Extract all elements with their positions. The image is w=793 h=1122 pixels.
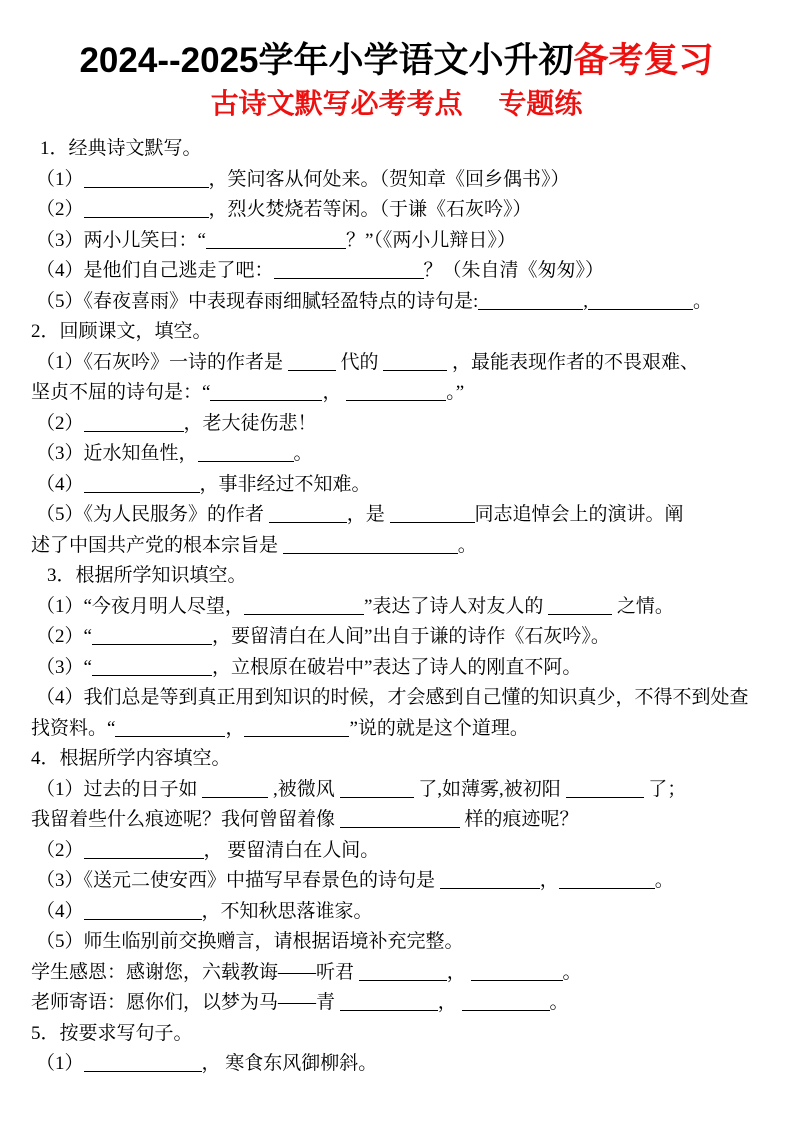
answer-blank: [84, 839, 204, 859]
answer-blank: [84, 168, 209, 188]
text-segment: ，老大徒伤悲！: [183, 412, 317, 434]
q2-item-4: [31, 470, 789, 501]
q4-item-1: [31, 775, 789, 806]
text-segment: （2）: [36, 199, 84, 220]
answer-blank: [340, 778, 414, 798]
q4-item-5: [31, 927, 789, 958]
text-segment: （1）《石灰吟》一诗的作者是: [36, 351, 288, 373]
text-segment: 。: [693, 290, 713, 312]
text-segment: （3）近水知鱼性，: [36, 443, 198, 464]
q1-item-2: [31, 195, 789, 226]
page-title: [0, 40, 793, 82]
q4-item-3: [31, 866, 789, 897]
text-segment: （1）过去的日子如: [36, 778, 203, 800]
q1-item-5: [31, 287, 789, 318]
text-segment: 坚贞不屈的诗句是：“: [31, 382, 211, 403]
text-segment: 。: [654, 870, 674, 891]
q4-item-5-teacher: [31, 988, 789, 1019]
text-segment: 1．经典诗文默写。: [40, 138, 202, 159]
q5-header: [31, 1019, 789, 1050]
answer-blank: [274, 259, 424, 279]
q3-item-4: [31, 683, 789, 714]
q3-header: [31, 561, 789, 592]
text-segment: （2）“: [36, 626, 92, 647]
answer-blank: [340, 808, 460, 828]
text-segment: ”说的就是这个道理。: [349, 717, 529, 739]
q2-item-1: [31, 348, 789, 379]
text-segment: 4．根据所学内容填空。: [31, 748, 231, 769]
q2-item-5: [31, 500, 789, 531]
text-segment: （3）“: [36, 656, 92, 678]
answer-blank: [84, 1052, 202, 1072]
answer-blank: [92, 656, 212, 676]
text-segment: 了,如薄雾,被初阳: [413, 778, 566, 800]
q1-item-4: [31, 256, 789, 287]
text-segment: 同志追悼会上的演讲。阐: [474, 504, 684, 525]
text-segment: ，: [446, 961, 471, 983]
answer-blank: [84, 198, 209, 218]
page-title-main: 2024--2025学年小学语文小升初: [79, 41, 574, 80]
answer-blank: [244, 717, 349, 737]
q2-item-1-cont: [31, 378, 789, 409]
text-segment: ，笑问客从何处来。（贺知章《回乡偶书》）: [208, 168, 570, 190]
text-segment: （5）师生临别前交换赠言，请根据语境补充完整。: [36, 931, 464, 952]
text-segment: （4）: [36, 473, 84, 495]
answer-blank: [383, 351, 447, 371]
text-segment: ，立根原在破岩中”表达了诗人的刚直不阿。: [211, 656, 582, 678]
q3-item-1: [31, 592, 789, 623]
text-segment: 老师寄语：愿你们，以梦为马——青: [31, 992, 340, 1013]
answer-blank: [202, 778, 268, 798]
q1-item-3: [31, 226, 789, 257]
text-segment: （4）是他们自己逃走了吧：: [36, 260, 274, 281]
answer-blank: [566, 778, 644, 798]
text-segment: （4）: [36, 900, 84, 922]
answer-blank: [84, 473, 200, 493]
text-segment: 。: [293, 443, 313, 464]
answer-blank: [198, 442, 294, 462]
text-segment: ，要留清白在人间”出自于谦的诗作《石灰吟》。: [211, 626, 610, 647]
q2-item-2: [31, 409, 789, 440]
q1-item-1: [31, 165, 789, 196]
text-segment: ？”（《两小儿辩日》）: [345, 229, 516, 251]
q3-item-3: [31, 653, 789, 684]
text-segment: ，: [225, 717, 245, 739]
answer-blank: [340, 991, 438, 1011]
text-segment: 。: [562, 961, 582, 983]
text-segment: （1）: [36, 168, 84, 190]
text-segment: 。: [457, 534, 477, 556]
answer-blank: [84, 900, 202, 920]
text-segment: ，事非经过不知难。: [199, 473, 371, 495]
q2-header: [31, 317, 789, 348]
text-segment: 代的: [335, 351, 384, 373]
answer-blank: [288, 351, 336, 371]
q2-item-5-cont: [31, 531, 789, 562]
answer-blank: [559, 869, 655, 889]
q1-header: [31, 134, 789, 165]
answer-blank: [92, 625, 212, 645]
text-segment: ，: [322, 382, 347, 403]
q2-item-3: [31, 439, 789, 470]
answer-blank: [471, 961, 563, 981]
text-segment: 样的痕迹呢？: [459, 809, 579, 830]
q4-item-2: [31, 836, 789, 867]
text-segment: 述了中国共产党的根本宗旨是: [31, 534, 283, 556]
page-title-highlight: 备考复习: [573, 41, 714, 80]
text-segment: （2）: [36, 412, 84, 434]
text-segment: 我留着些什么痕迹呢？我何曾留着像: [31, 809, 340, 830]
text-segment: （2）: [36, 839, 84, 861]
q4-item-1-cont: [31, 805, 789, 836]
answer-blank: [390, 503, 475, 523]
answer-blank: [548, 595, 612, 615]
document-lines: [0, 134, 793, 1080]
text-segment: 了；: [643, 778, 687, 800]
text-segment: 之情。: [612, 595, 674, 617]
text-segment: 5．按要求写句子。: [31, 1022, 193, 1044]
q3-item-2: [31, 622, 789, 653]
page-subtitle: 古诗文默写必考考点 专题练: [210, 88, 583, 119]
answer-blank: [359, 961, 447, 981]
text-segment: ，最能表现作者的不畏艰难、: [447, 351, 700, 373]
answer-blank: [440, 869, 540, 889]
text-segment: 。”: [446, 382, 465, 403]
text-segment: ，是: [346, 504, 390, 525]
text-segment: 3．根据所学知识填空。: [47, 565, 247, 586]
text-segment: （3）《送元二使安西》中描写早春景色的诗句是: [36, 870, 440, 891]
answer-blank: [462, 991, 550, 1011]
answer-blank: [206, 229, 346, 249]
text-segment: （1）: [36, 1053, 84, 1074]
text-segment: （1）“今夜月明人尽望，: [36, 595, 244, 617]
text-segment: ,: [583, 290, 589, 312]
q3-item-4-cont: [31, 714, 789, 745]
text-segment: （4）我们总是等到真正用到知识的时候，才会感到自己懂的知识真少，不得不到处查: [36, 687, 749, 708]
answer-blank: [588, 290, 693, 310]
text-segment: ”表达了诗人对友人的: [363, 595, 549, 617]
text-segment: （5）《为人民服务》的作者: [36, 504, 269, 525]
text-segment: 。: [549, 992, 569, 1013]
text-segment: （5）《春夜喜雨》中表现春雨细腻轻盈特点的诗句是:: [36, 290, 479, 312]
text-segment: ,被微风: [268, 778, 340, 800]
text-segment: ， 寒食东风御柳斜。: [201, 1053, 378, 1074]
text-segment: ？（朱自清《匆匆》）: [423, 260, 605, 281]
q4-item-4: [31, 897, 789, 928]
text-segment: ，: [539, 870, 559, 891]
answer-blank: [283, 534, 458, 554]
text-segment: 找资料。“: [31, 717, 116, 739]
text-segment: ， 要留清白在人间。: [203, 839, 380, 861]
q4-header: [31, 744, 789, 775]
text-segment: 学生感恩：感谢您，六载教诲——听君: [31, 961, 359, 983]
answer-blank: [210, 381, 322, 401]
answer-blank: [115, 717, 225, 737]
text-segment: （3）两小儿笑曰：“: [36, 229, 206, 251]
q5-item-1: [31, 1049, 789, 1080]
answer-blank: [269, 503, 347, 523]
q4-item-5-student: [31, 958, 789, 989]
text-segment: ，不知秋思落谁家。: [201, 900, 373, 922]
text-segment: 2．回顾课文，填空。: [31, 321, 212, 342]
answer-blank: [244, 595, 364, 615]
answer-blank: [346, 381, 446, 401]
answer-blank: [478, 290, 583, 310]
text-segment: ，烈火焚烧若等闲。（于谦《石灰吟》）: [208, 199, 532, 220]
answer-blank: [84, 412, 184, 432]
text-segment: ，: [437, 992, 462, 1013]
